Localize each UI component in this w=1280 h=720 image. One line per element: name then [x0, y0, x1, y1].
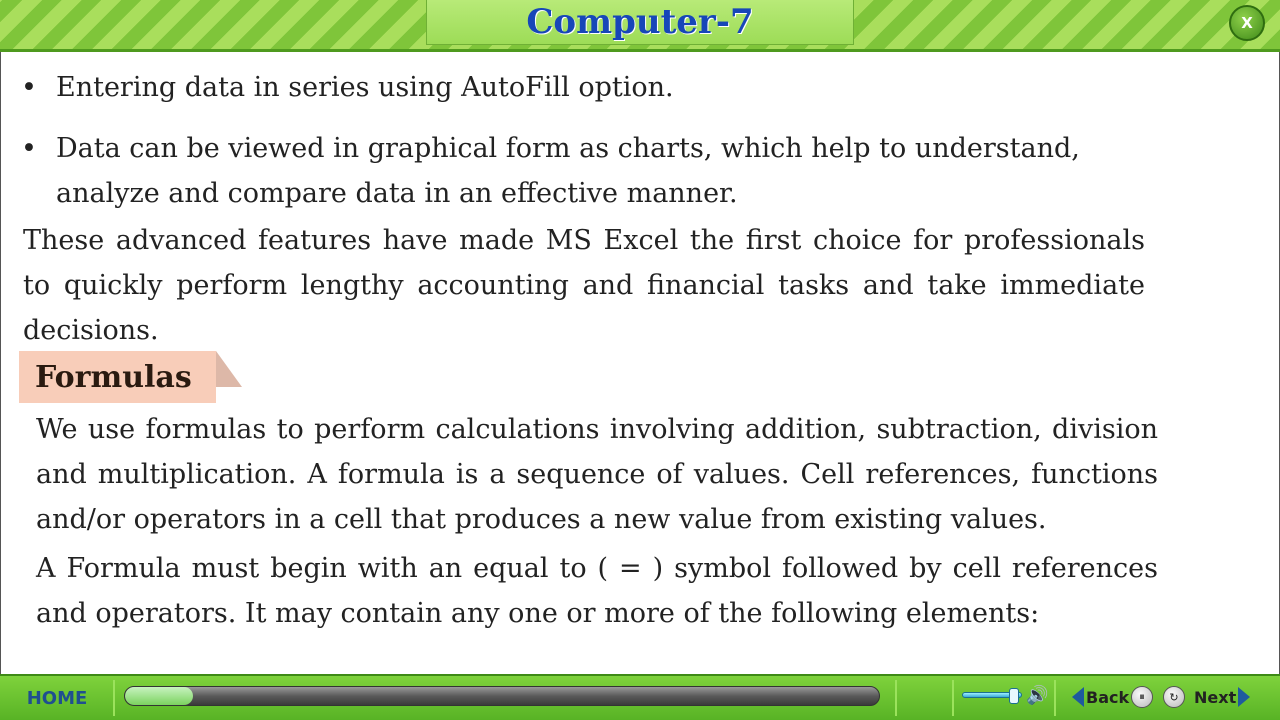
progress-bar[interactable] [124, 686, 880, 706]
home-button[interactable]: HOME [26, 687, 88, 709]
title-box [426, 0, 854, 45]
replay-icon: ↻ [1169, 690, 1179, 704]
footer-divider [113, 680, 115, 716]
next-button[interactable] [1194, 684, 1250, 710]
formula-paragraph-1: We use formulas to perform calculations involving addition, subtraction, division and multiplication. A formula is a sequence of values. Cell references, functions and/or operators in a cell that produces a new value from existing values. [36, 414, 1158, 535]
header-bar [0, 0, 1280, 52]
footer-bar [0, 674, 1280, 720]
pause-icon: ⏸ [1139, 690, 1145, 703]
footer-divider [895, 680, 897, 716]
bullet-icon: • [21, 72, 37, 103]
back-button[interactable] [1072, 684, 1129, 710]
intro-paragraph: These advanced features have made MS Excel the first choice for professionals to quickly perform lengthy accounting and financial tasks and take immediate decisions. [23, 225, 1145, 346]
replay-button[interactable] [1163, 686, 1185, 708]
footer-divider [952, 680, 954, 716]
formula-paragraph-2: A Formula must begin with an equal to ( = ) symbol followed by cell references and operators. It may contain any one or more of the following elements: [36, 553, 1158, 629]
section-heading [19, 351, 216, 403]
volume-handle[interactable] [1009, 688, 1019, 704]
bullet-text: Entering data in series using AutoFill option. [56, 72, 674, 103]
close-button[interactable] [1229, 5, 1265, 41]
bullet-text: Data can be viewed in graphical form as charts, which help to understand, analyze and compare data in an effective manner. [56, 133, 1080, 209]
back-label: Back [1086, 687, 1130, 707]
footer-divider [1054, 680, 1056, 716]
section-title: Formulas [35, 359, 192, 395]
bullet-icon: • [21, 133, 37, 164]
next-arrow-icon [1238, 687, 1250, 707]
progress-fill [125, 687, 193, 705]
next-label: Next [1194, 687, 1237, 707]
section-heading-tab [216, 351, 242, 387]
content-area [0, 52, 1280, 674]
speaker-icon[interactable]: 🔊 [1026, 685, 1049, 706]
pause-button[interactable] [1131, 686, 1153, 708]
back-arrow-icon [1072, 687, 1084, 707]
close-icon: X [1241, 14, 1253, 32]
page-title: Computer-7 [526, 2, 754, 42]
